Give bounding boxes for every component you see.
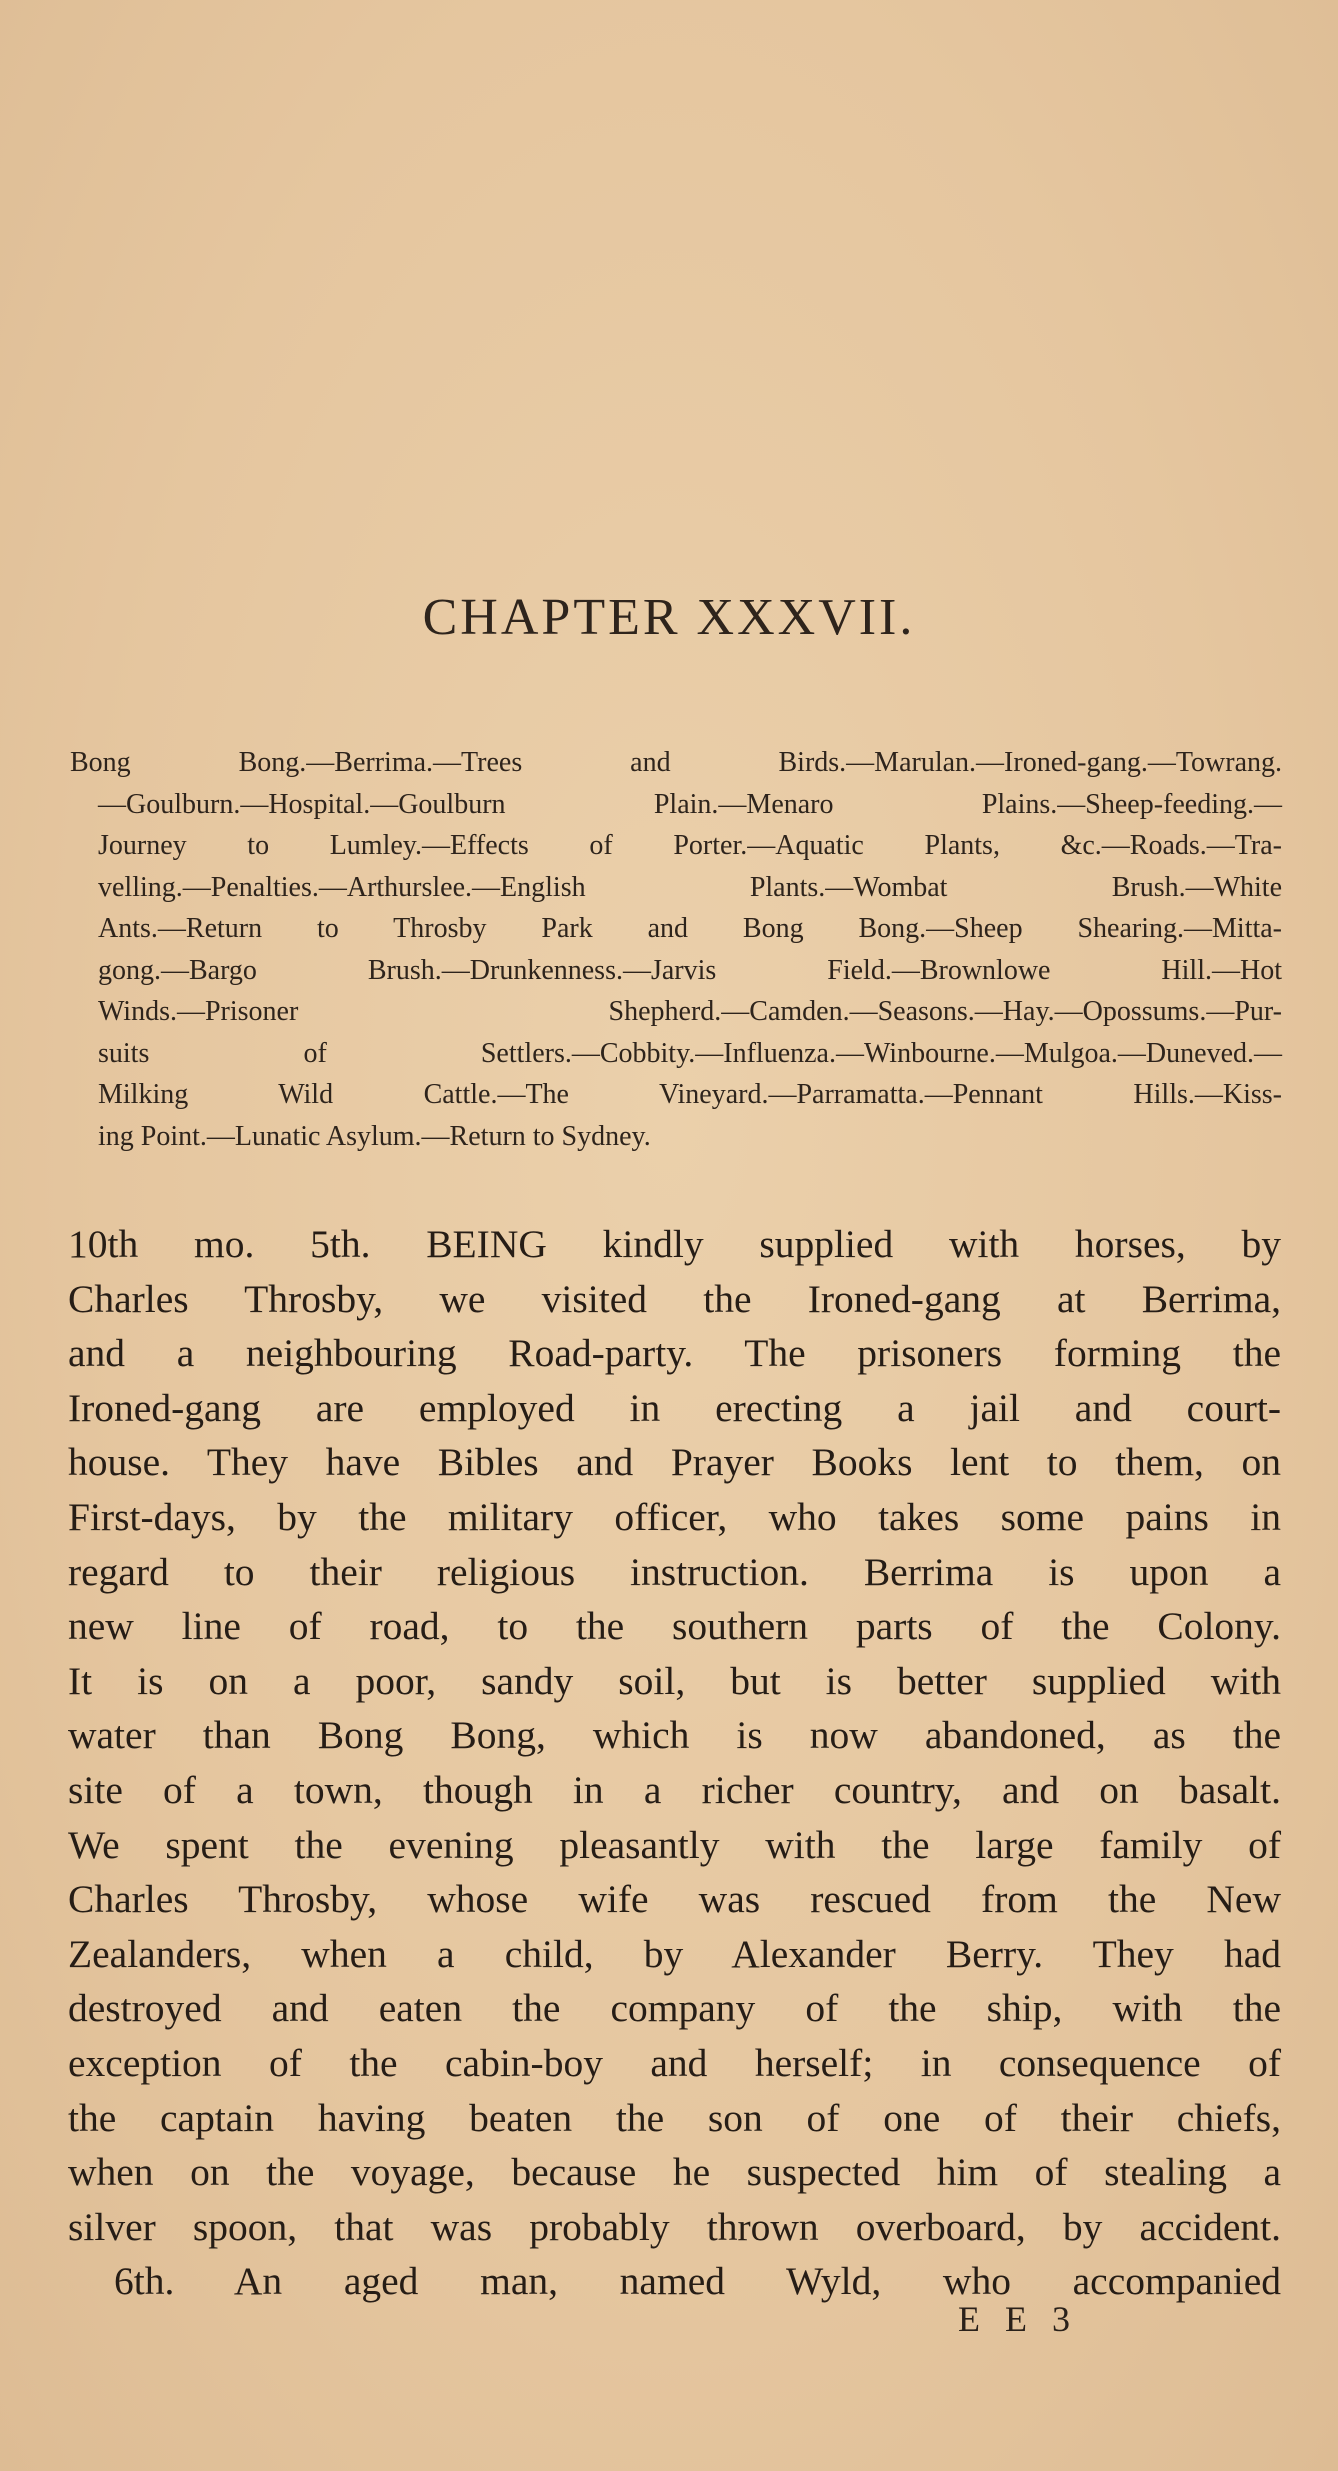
body-line: house. They have Bibles and Prayer Books lent to them, on (68, 1440, 1281, 1485)
body-text (68, 1217, 1281, 2309)
body-line: water than Bong Bong, which is now abandoned, as the (68, 1713, 1281, 1758)
summary-line: Bong Bong.—Berrima.—Trees and Birds.—Marulan.—Ironed-gang.—Towrang. (70, 747, 1282, 778)
body-line: First-days, by the military officer, who takes some pains in (68, 1494, 1281, 1539)
summary-line: Ants.—Return to Throsby Park and Bong Bong.—Sheep Shearing.—Mitta- (98, 913, 1282, 944)
body-line: 10th mo. 5th. BEING kindly supplied with horses, by (68, 1222, 1281, 1266)
body-line: Ironed-gang are employed in erecting a jail and court- (68, 1385, 1281, 1430)
body-line: new line of road, to the southern parts of the Colony. (68, 1604, 1281, 1649)
summary-line: gong.—Bargo Brush.—Drunkenness.—Jarvis Field.—Brownlowe Hill.—Hot (98, 954, 1282, 986)
body-line: Charles Throsby, we visited the Ironed-gang at Berrima, (68, 1276, 1281, 1321)
summary-line: Winds.—Prisoner Shepherd.—Camden.—Seasons.—Hay.—Opossums.—Pur- (98, 996, 1282, 1027)
summary-line: Journey to Lumley.—Effects of Porter.—Aquatic Plants, &c.—Roads.—Tra- (98, 830, 1282, 861)
body-line: the captain having beaten the son of one of their chiefs, (68, 2095, 1281, 2140)
body-line: site of a town, though in a richer country, and on basalt. (68, 1767, 1281, 1812)
body-line: regard to their religious instruction. Berrima is upon a (68, 1549, 1281, 1594)
body-line: when on the voyage, because he suspected him of stealing a (68, 2150, 1281, 2195)
body-line: exception of the cabin-boy and herself; in consequence of (68, 2040, 1281, 2085)
body-line: Zealanders, when a child, by Alexander Berry. They had (68, 1931, 1281, 1976)
body-line: It is on a poor, sandy soil, but is better supplied with (68, 1658, 1281, 1703)
body-line: and a neighbouring Road-party. The prisoners forming the (68, 1331, 1281, 1376)
body-line: destroyed and eaten the company of the ship, with the (68, 1986, 1281, 2031)
chapter-summary (70, 742, 1282, 1157)
body-line: Charles Throsby, whose wife was rescued from the New (68, 1877, 1281, 1922)
summary-line: suits of Settlers.—Cobbity.—Influenza.—Winbourne.—Mulgoa.—Duneved.— (98, 1037, 1282, 1069)
summary-line: —Goulburn.—Hospital.—Goulburn Plain.—Menaro Plains.—Sheep-feeding.— (98, 788, 1282, 820)
chapter-title: CHAPTER XXXVII. (422, 589, 916, 646)
body-line: silver spoon, that was probably thrown overboard, by accident. (68, 2204, 1281, 2249)
summary-line: ing Point.—Lunatic Asylum.—Return to Sydney. (98, 1120, 651, 1152)
summary-line: Milking Wild Cattle.—The Vineyard.—Parramatta.—Pennant Hills.—Kiss- (98, 1079, 1282, 1110)
summary-line: velling.—Penalties.—Arthurslee.—English Plants.—Wombat Brush.—White (98, 871, 1282, 903)
body-line: We spent the evening pleasantly with the large family of (68, 1822, 1281, 1867)
body-line: 6th. An aged man, named Wyld, who accompanied (114, 2259, 1281, 2304)
signature-mark: E E 3 (958, 2299, 1078, 2339)
